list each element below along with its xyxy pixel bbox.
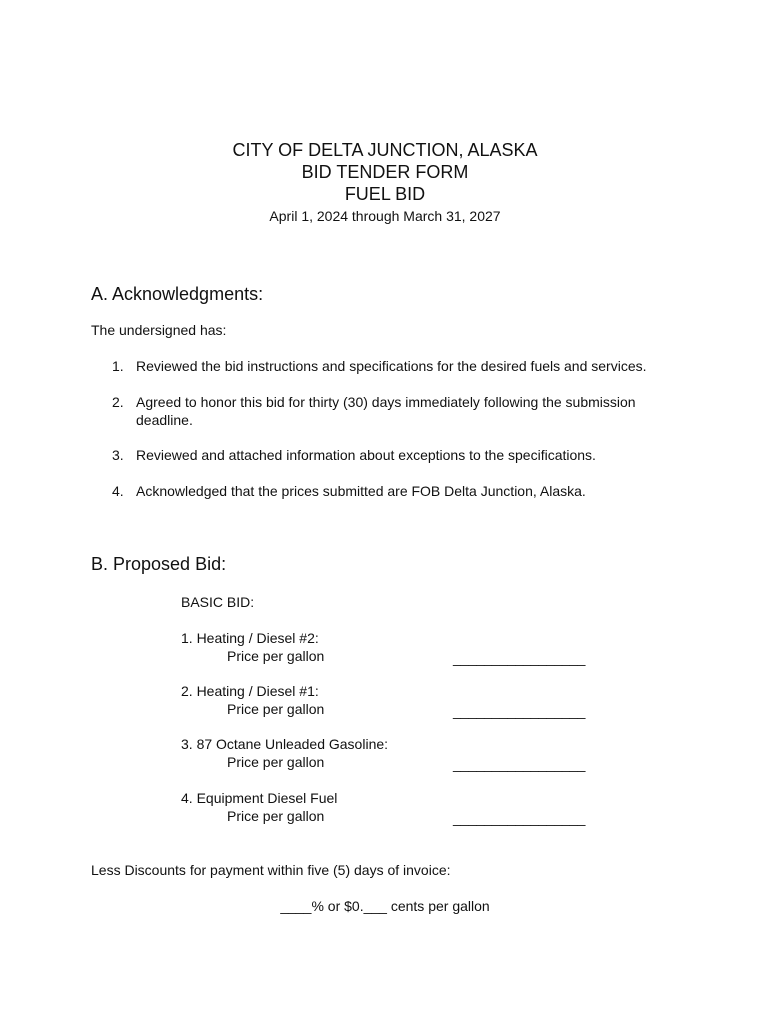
price-per-gallon-label: Price per gallon [227,648,325,664]
bid-item-title: 4. Equipment Diesel Fuel [181,790,338,806]
list-item-text-continued: deadline. [136,412,193,428]
list-item-text: Agreed to honor this bid for thirty (30) days immediately following the submission [136,394,636,410]
bid-item-title: 2. Heating / Diesel #1: [181,683,319,699]
list-item-number: 3. [112,447,124,463]
price-blank-field[interactable]: _________________ [453,810,586,826]
bid-item-title: 3. 87 Octane Unleaded Gasoline: [181,736,389,752]
list-item-text: Acknowledged that the prices submitted are FOB Delta Junction, Alaska. [136,483,586,499]
form-title: BID TENDER FORM [301,162,469,182]
section-a-heading: A. Acknowledgments: [91,284,264,304]
bid-item-title: 1. Heating / Diesel #2: [181,630,319,646]
list-item-number: 1. [112,358,124,374]
list-item-number: 4. [112,483,124,499]
bid-period: April 1, 2024 through March 31, 2027 [269,208,501,224]
price-blank-field[interactable]: _________________ [453,756,586,772]
price-per-gallon-label: Price per gallon [227,701,325,717]
price-blank-field[interactable]: _________________ [453,650,586,666]
document-header [0,139,770,225]
section-a-intro: The undersigned has: [91,322,227,338]
list-item-number: 2. [112,394,124,410]
list-item-text: Reviewed and attached information about exceptions to the specifications. [136,447,596,463]
section-b-heading: B. Proposed Bid: [91,554,227,574]
price-per-gallon-label: Price per gallon [227,808,325,824]
basic-bid-label: BASIC BID: [181,594,255,610]
list-item-text: Reviewed the bid instructions and specifications for the desired fuels and services. [136,358,647,374]
discount-label: Less Discounts for payment within five (5) days of invoice: [91,862,451,878]
price-blank-field[interactable]: _________________ [453,703,586,719]
city-title: CITY OF DELTA JUNCTION, ALASKA [232,140,538,160]
price-per-gallon-label: Price per gallon [227,754,325,770]
discount-blank-field[interactable]: ____% or $0.___ cents per gallon [280,898,490,914]
bid-title: FUEL BID [344,184,426,204]
